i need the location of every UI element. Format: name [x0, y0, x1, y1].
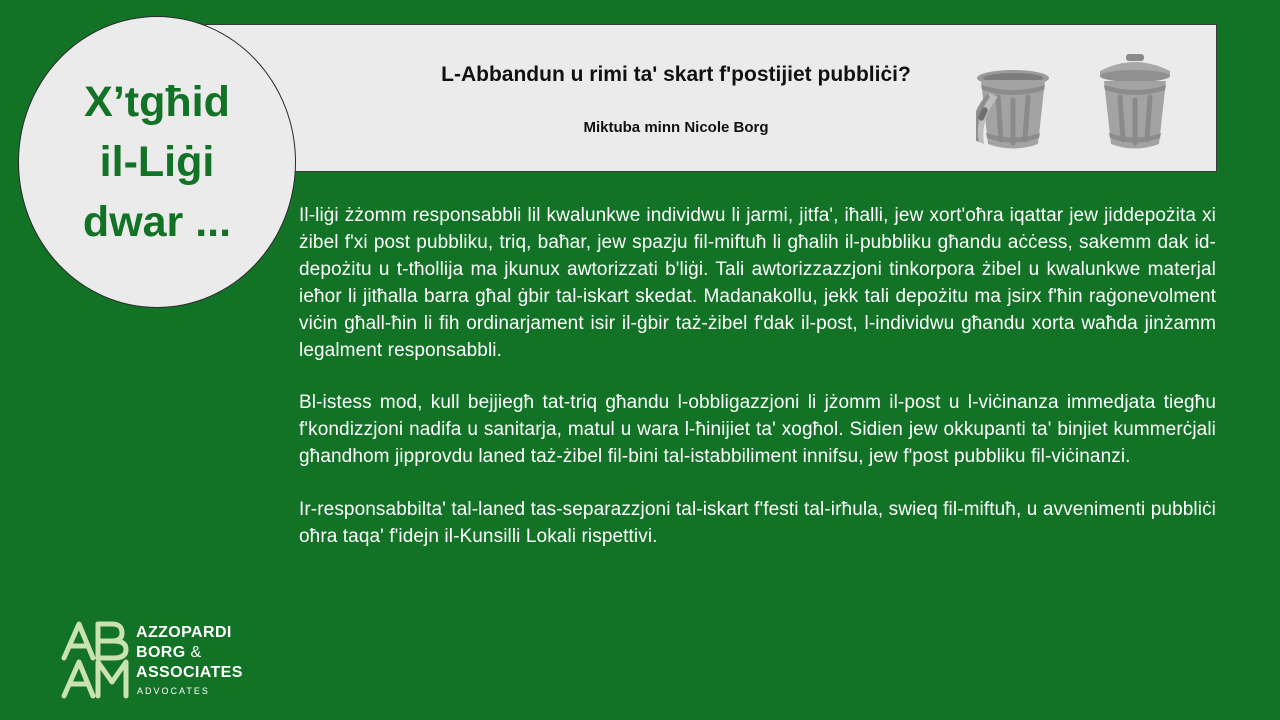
- firm-name-borg: BORG: [136, 644, 186, 661]
- trash-cans-illustration: [976, 45, 1196, 160]
- paragraph: Bl-istess mod, kull bejjiegħ tat-triq għandu l-obbligazzjoni li jżomm il-post u l-viċinanza immedjata tiegħu f'kondizzjoni nadifa u sanitarja, matul u wara l-ħinijiet ta' xogħol. Sidien jew okkupanti ta' binjiet kummerċjali għandhom jipprovdu laned taż-żibel fil-bini tal-istabbiliment innifsu, jew f'post pubbliku fil-viċinanzi.: [299, 392, 1216, 468]
- firm-name-amp: &: [190, 644, 202, 661]
- firm-logo: [60, 620, 260, 700]
- trash-can-open-lid-icon: [976, 70, 1049, 149]
- article-title: L-Abbandun u rimi ta' skart f'postijiet pubbliċi?: [441, 63, 911, 86]
- article-byline: Miktuba minn Nicole Borg: [583, 119, 769, 136]
- topic-circle: [18, 16, 296, 308]
- topic-heading: X’tgħid il-Liġi dwar ...: [82, 78, 232, 246]
- article-body: [299, 203, 1216, 577]
- firm-name-line3: ASSOCIATES: [136, 664, 243, 681]
- firm-name-line1: AZZOPARDI: [136, 624, 232, 641]
- header-panel: [205, 24, 1217, 172]
- abam-monogram-icon: [60, 620, 134, 700]
- firm-name-line2: [136, 643, 243, 663]
- trash-can-closed-icon: [1100, 54, 1170, 149]
- firm-subtitle: ADVOCATES: [137, 686, 210, 696]
- paragraph: Ir-responsabbilta' tal-laned tas-separazzjoni tal-iskart f'festi tal-irħula, swieq fil-miftuħ, u avvenimenti pubbliċi oħra taqa' f'idejn il-Kunsilli Lokali rispettivi.: [299, 499, 1216, 548]
- paragraph: Il-liġi żżomm responsabbli lil kwalunkwe individwu li jarmi, jitfa', iħalli, jew xort'oħra iqattar jew jiddepożita xi żibel f'xi post pubbliku, triq, baħar, jew spazju fil-miftuħ li għalih il-pubbliku għandu aċċess, sakemm dak id-depożitu u t-tħollija ma jkunux awtorizzati b'liġi. Tali awtorizzazzjoni tinkorpora żibel u kwalunkwe materjal ieħor li jitħalla barra għal ġbir tal-iskart skedat. Madanakollu, jekk tali depożitu ma jsirx f'ħin raġonevolment viċin għall-ħin li fih ordinarjament isir il-ġbir taż-żibel f'dak il-post, l-individwu għandu xorta waħda jinżamm legalment responsabbli.: [299, 205, 1216, 361]
- firm-name: [136, 623, 243, 683]
